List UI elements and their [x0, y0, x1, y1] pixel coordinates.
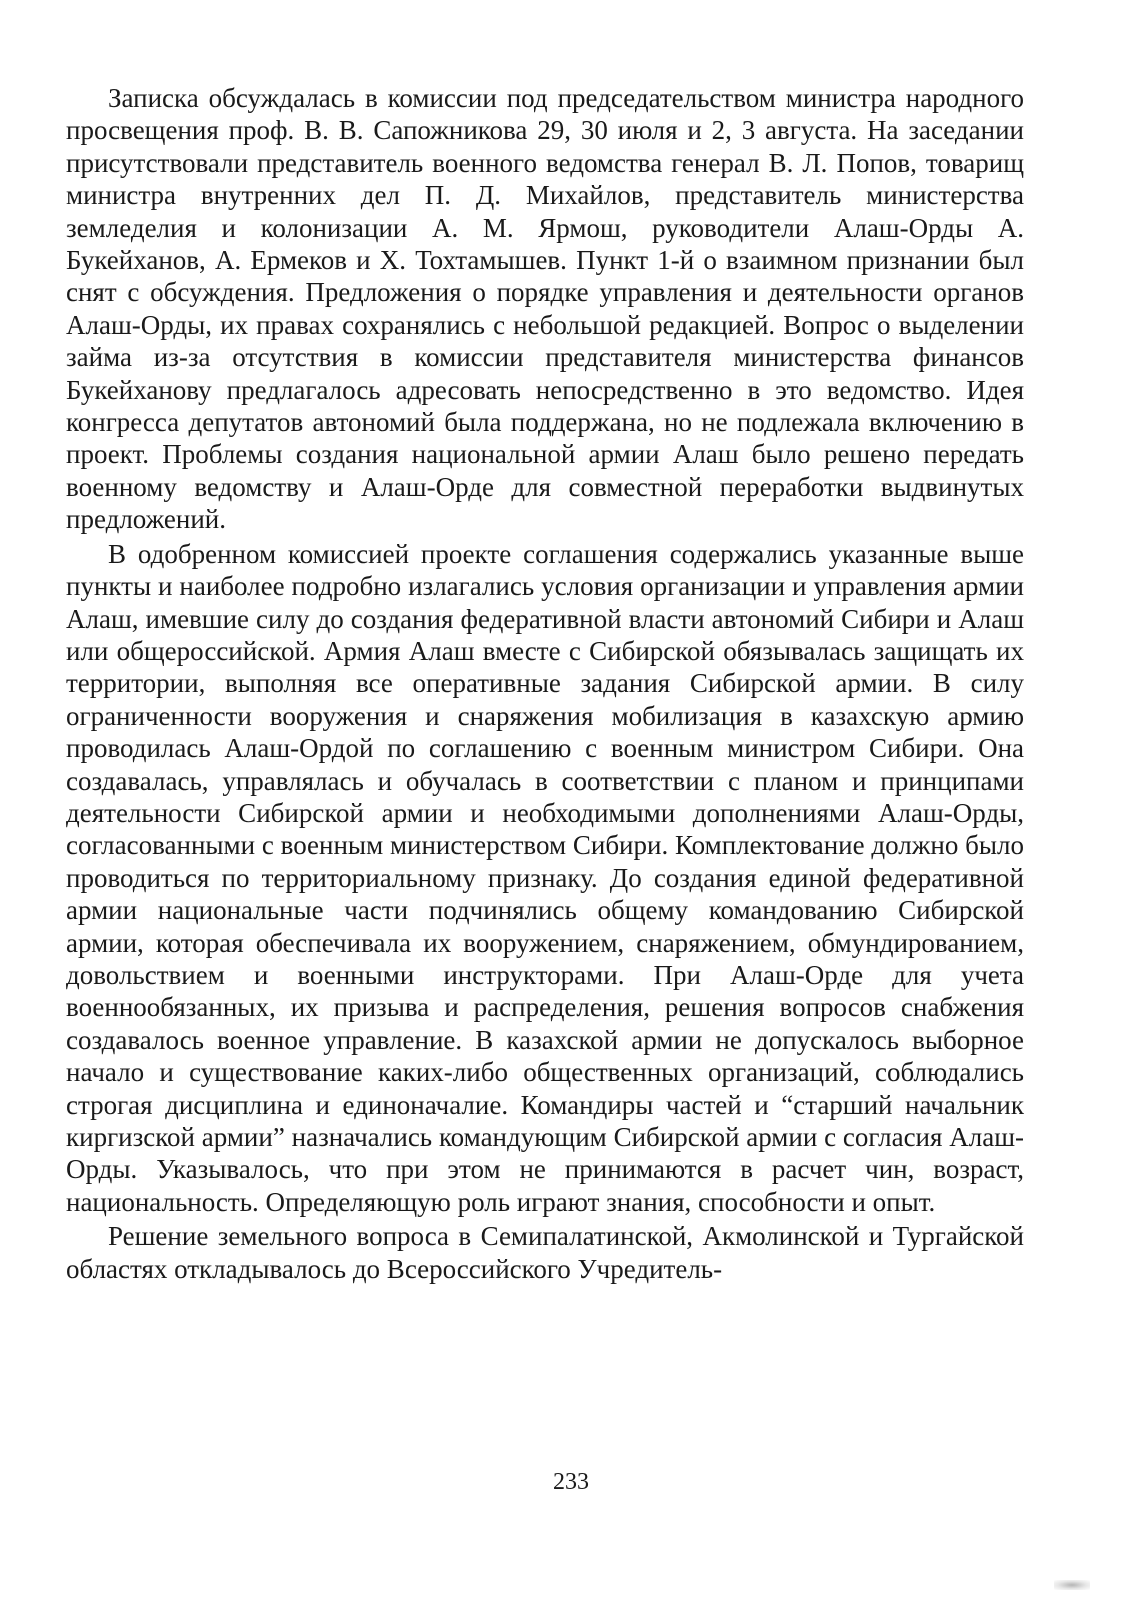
body-text — [66, 82, 1024, 1285]
scan-artifact — [1054, 1580, 1090, 1590]
paragraph: Решение земельного вопроса в Семипалатинской, Акмолинской и Тургайской областях откладывалось до Всероссийского Учредитель- — [66, 1221, 1024, 1284]
paragraph: В одобренном комиссией проекте соглашения содержались указанные выше пункты и наиболее подробно излагались условия организации и управления армии Алаш, имевшие силу до создания федеративной власти автономий Сибири и Алаш или общероссийской. Армия Алаш вместе с Сибирской обязывалась защищать их территории, выполняя все оперативные задания Сибирской армии. В силу ограниченности вооружения и снаряжения мобилизация в казахскую армию проводилась Алаш-Ордой по соглашению с военным министром Сибири. Она создавалась, управлялась и обучалась в соответствии с планом и принципами деятельности Сибирской армии и необходимыми дополнениями Алаш-Орды, согласованными с военным министерством Сибири. Комплектование должно было проводиться по территориальному признаку. До создания единой федеративной армии национальные части подчинялись общему командованию Сибирской армии, которая обеспечивала их вооружением, снаряжением, обмундированием, довольствием и военными инструкторами. При Алаш-Орде для учета военнообязанных, их призыва и распределения, решения вопросов снабжения создавалось военное управление. В казахской армии не допускалось выборное начало и существование каких-либо общественных организаций, соблюдались строгая дисциплина и единоначалие. Командиры частей и “старший начальник киргизской армии” назначались командующим Сибирской армии с согласия Алаш-Орды. Указывалось, что при этом не принимаются в расчет чин, возраст, национальность. Определяющую роль играют знания, способности и опыт. — [66, 538, 1024, 1217]
page-number: 233 — [553, 1469, 589, 1495]
paragraph: Записка обсуждалась в комиссии под председательством министра народного просвещения проф. В. В. Сапожникова 29, 30 июля и 2, 3 августа. На заседании присутствовали представитель военного ведомства генерал В. Л. Попов, товарищ министра внутренних дел П. Д. Михайлов, представитель министерства земледелия и колонизации А. М. Ярмош, руководители Алаш-Орды А. Букейханов, А. Ермеков и Х. Тохтамышев. Пункт 1-й о взаимном признании был снят с обсуждения. Предложения о порядке управления и деятельности органов Алаш-Орды, их правах сохранялись с небольшой редакцией. Вопрос о выделении займа из-за отсутствия в комиссии представителя министерства финансов Букейханову предлагалось адресовать непосредственно в это ведомство. Идея конгресса депутатов автономий была поддержана, но не подлежала включению в проект. Проблемы создания национальной армии Алаш было решено передать военному ведомству и Алаш-Орде для совместной переработки выдвинутых предложений. — [66, 83, 1024, 535]
